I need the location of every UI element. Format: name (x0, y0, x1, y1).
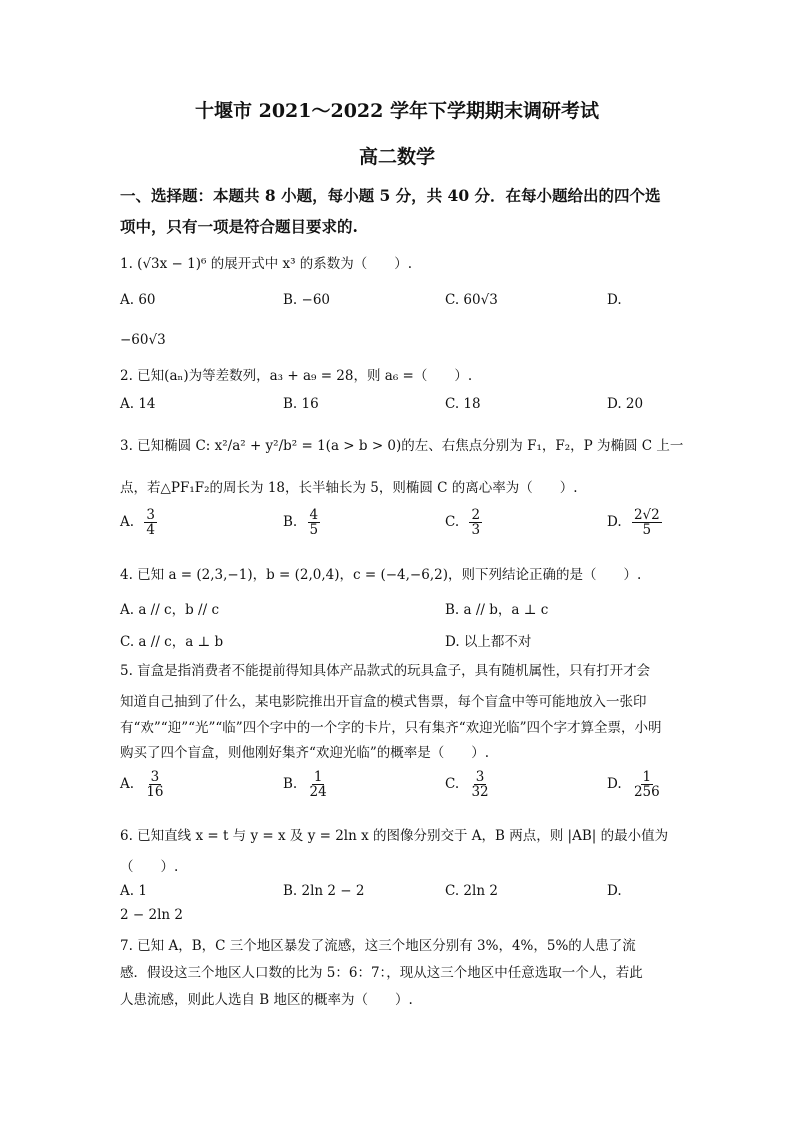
option-label: C. (445, 514, 460, 531)
q5-option-b (283, 770, 329, 799)
fraction (144, 508, 157, 537)
q6-option-b: B. 2ln 2 − 2 (283, 883, 365, 899)
option-label: B. (283, 514, 298, 531)
q5-stem-line3: 有“欢”“迎”“光”“临”四个字中的一个字的卡片，只有集齐“欢迎光临”四个字才算全票，小明 (120, 720, 662, 736)
fraction-denominator: 3 (471, 522, 481, 539)
fraction (308, 770, 329, 799)
q5-option-c (445, 770, 491, 799)
q5-option-a (120, 770, 166, 799)
q4-option-b: B. a // b，a ⊥ c (445, 602, 549, 618)
q3-stem-line2: 点，若△PF₁F₂的周长为 18，长半轴长为 5，则椭圆 C 的离心率为（ ）. (120, 480, 578, 496)
q2-option-a: A. 14 (120, 396, 156, 412)
fraction-denominator: 5 (642, 522, 652, 539)
option-label: D. (607, 514, 622, 531)
exam-title: 十堰市 2021～2022 学年下学期期末调研考试 (195, 100, 599, 122)
q5-stem-line2: 知道自己抽到了什么，某电影院推出开盲盒的模式售票，每个盲盒中等可能地放入一张印 (120, 694, 647, 710)
q6-stem-line1: 6. 已知直线 x = t 与 y = x 及 y = 2ln x 的图像分别交于 A，B 两点，则 |AB| 的最小值为 (120, 828, 669, 844)
option-label: C. (445, 776, 460, 793)
q6-option-d: D. (607, 883, 622, 899)
q2-option-c: C. 18 (445, 396, 481, 412)
option-label: A. (120, 514, 135, 531)
q2-option-b: B. 16 (283, 396, 319, 412)
fraction (469, 508, 482, 537)
fraction (632, 770, 662, 799)
q2-stem: 2. 已知(aₙ)为等差数列，a₃ + a₉ = 28，则 a₆ =（ ）. (120, 368, 473, 384)
q5-stem-line1: 5. 盲盒是指消费者不能提前得知具体产品款式的玩具盒子，具有随机属性，只有打开才会 (120, 663, 651, 679)
q1-option-d-value: −60√3 (120, 332, 166, 348)
q5-stem-line4: 购买了四个盲盒，则他刚好集齐“欢迎光临”的概率是（ ）. (120, 745, 490, 761)
q3-option-c (445, 508, 482, 537)
option-label: A. (120, 776, 135, 793)
q7-stem-line3: 人患流感，则此人选自 B 地区的概率为（ ）. (120, 992, 413, 1008)
q4-option-c: C. a // c，a ⊥ b (120, 634, 224, 650)
option-label: B. (283, 776, 298, 793)
fraction-numerator: 2√2 (633, 507, 660, 523)
exam-subtitle: 高二数学 (358, 146, 435, 168)
q1-option-a: A. 60 (120, 292, 156, 308)
q7-stem-line1: 7. 已知 A，B，C 三个地区暴发了流感，这三个地区分别有 3%，4%，5%的人患了流 (120, 938, 636, 954)
fraction (632, 508, 662, 537)
section-heading-line2: 项中，只有一项是符合题目要求的. (120, 217, 358, 236)
fraction-denominator: 32 (471, 784, 489, 801)
q2-option-d: D. 20 (607, 396, 644, 412)
fraction-denominator: 4 (146, 522, 155, 539)
fraction (144, 770, 165, 799)
q4-option-d: D. 以上都不对 (445, 634, 532, 650)
fraction-denominator: 5 (309, 522, 319, 539)
fraction-denominator: 24 (309, 784, 327, 801)
q1-stem: 1. (√3x − 1)⁶ 的展开式中 x³ 的系数为（ ）. (120, 256, 413, 272)
fraction-numerator: 1 (313, 769, 323, 785)
fraction-denominator: 256 (633, 784, 660, 801)
q6-stem-line2: （ ）. (120, 859, 179, 875)
q6-option-a: A. 1 (120, 883, 147, 899)
q3-option-d (607, 508, 662, 537)
fraction-numerator: 4 (309, 507, 319, 523)
fraction-denominator: 16 (146, 784, 164, 801)
fraction (469, 770, 490, 799)
fraction-numerator: 1 (642, 769, 652, 785)
q1-option-d: D. (607, 292, 622, 308)
section-heading-line1: 一、选择题：本题共 8 小题，每小题 5 分，共 40 分．在每小题给出的四个选 (120, 186, 661, 205)
q1-option-b: B. −60 (283, 292, 330, 308)
q3-stem-line1: 3. 已知椭圆 C: x²/a² + y²/b² = 1(a > b > 0)的左、右焦点分别为 F₁，F₂，P 为椭圆 C 上一 (120, 438, 684, 454)
q4-option-a: A. a // c，b // c (120, 602, 220, 618)
q5-option-d (607, 770, 662, 799)
fraction-numerator: 3 (475, 769, 485, 785)
fraction-numerator: 2 (471, 507, 481, 523)
q3-option-a (120, 508, 157, 537)
q6-option-d-value: 2 − 2ln 2 (120, 907, 183, 923)
fraction-numerator: 3 (150, 769, 160, 785)
q6-option-c: C. 2ln 2 (445, 883, 498, 899)
q1-option-c: C. 60√3 (445, 292, 498, 308)
q4-stem: 4. 已知 a = (2,3,−1)，b = (2,0,4)，c = (−4,−6,2)，则下列结论正确的是（ ）. (120, 567, 642, 583)
q7-stem-line2: 感．假设这三个地区人口数的比为 5：6：7：，现从这三个地区中任意选取一个人，若此 (120, 965, 643, 981)
q3-option-b (283, 508, 320, 537)
fraction-numerator: 3 (146, 507, 155, 523)
option-label: D. (607, 776, 622, 793)
fraction (308, 508, 321, 537)
